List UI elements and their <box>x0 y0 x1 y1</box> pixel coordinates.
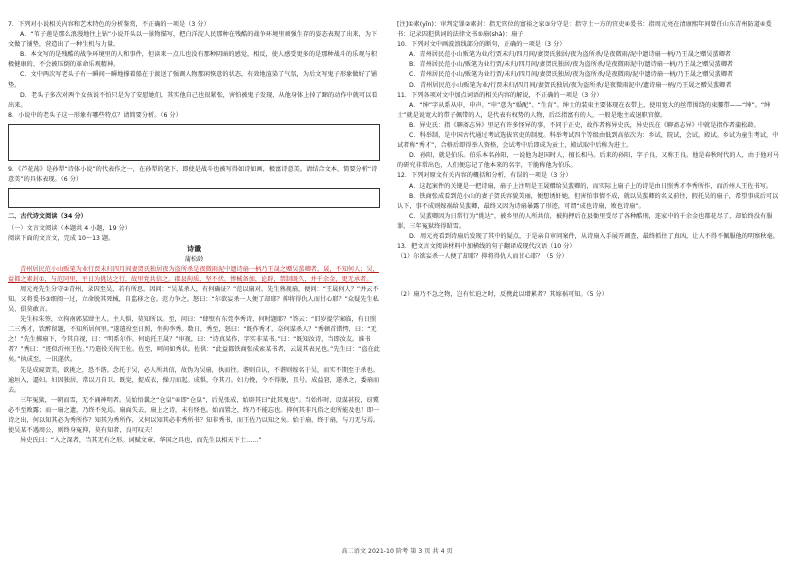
q13-part-2: （2）扇乃不急之物，岂有忙迫之时，反携此以增累者？其嫁祸可知。（5 分） <box>397 291 608 299</box>
q12-stem: 12．下列对原文有关内容的概括和分析，有误的一项是（3 分） <box>397 172 572 180</box>
q7-option-b: B．本文写的是残酷的战争环境里的人和事件，但读来一点儿也没有那种阴暗的感觉，相反，使人感受更多的是那种战斗的乐观与积极健康的、不会被压倒的革命乐观精神。 <box>8 51 377 69</box>
q7-option-d: D．老头子多次对两个女孩说不怕只是为了安慰她们，其实他自己也很紧张，害怕被鬼子发现，从他身体上掉了蹿的动作中就可以看出来。 <box>8 91 378 109</box>
left-column <box>8 20 380 446</box>
q10-option-a: A．青州居民范小山贩笔为业/行贾未归/四月间/妻贺氏独居/夜为盗所杀/是夜微雨/泥中遗诗扇一柄/乃王晟之赠吴蜚卿者 <box>409 51 732 59</box>
q12-option-c: C．吴蜚卿因为日常行为“佻达”，被乡里的人所共信，被拘押后在县衙里受尽了各种酷刑，连家中的千余金也都花尽了，却始终没有服罪，三年冤狱终得昭雪。 <box>397 212 773 230</box>
section-2-heading: 二、古代诗文阅读（34 分） <box>8 213 87 221</box>
passage-paragraph-1: 青州居民范小山贩笔为业行贾未归四月间妻贺氏独居夜为盗所杀是夜微雨泥中遗诗扇一柄乃王晟之赠吴蜚卿者。晟，不知何人；吴，益都之素封①，与范同里，平日为佻达之行，故里党共信之。郡县拘质，坚不伏。惨械备加，论辟，禁制既久，并千余金，更无承者。 <box>8 265 379 283</box>
q11-option-c: C．科举制，是中国古代通过考试选拔官吏的制度。科举考试四个等级由低到高依次为：乡试，院试，会试，殿试。乡试为童生考试，中试者称“秀才”，合格后即得举人资格，会试考中后即成为贡士，殿试取中后称为进士。 <box>397 132 779 150</box>
q11-stem: 11．下列各项对文中加点词语的相关内容的解说，不正确的一项是（3 分） <box>397 91 603 99</box>
passage-paragraph-2: 周元亮先生分守②青州，录囚至吴，若有所思。因问：“吴某杀人，有何确证？”范以扇对。先生熟视扇，便问：“王晟何人？”并云不知。又将爰书③细阅一过，立命脱其死械，自监移之仓。范力争之。怒曰：“尔欲妄杀一人便了却耶？抑将得仇人而甘心耶？”众疑先生私吴，俱莫敢言。 <box>8 285 379 313</box>
right-column <box>397 20 781 300</box>
q9-stem: 9．《芦花荡》是孙犁“诗体小说”的代表作之一，在孙犁的笔下，即使是战斗也被写得如诗如画，极富诗意美。请结合文本，简要分析“诗意美”的具体表现。（6 分） <box>8 165 378 184</box>
page-footer: 高二语文 2021-10 阶考 第 3 页 共 4 页 <box>341 548 453 555</box>
passage-paragraph-4: 先是成窥贺美，欲挑之，恐不谐。念托于吴，必人所共信，故伪为吴扇，执而往。谐则自认，不谐则嫁名于吴，而实不期至于杀也。逾垣入，逼妇。妇因独居，常以刀自卫。既觉，捉成衣，操刀而起。成惧，夺其刀。妇力挽，令不得脱，且号。成益窘，遂杀之，委扇而去。 <box>8 366 380 394</box>
q13-part-1-answer-space[interactable] <box>397 262 781 284</box>
q8-stem: 8．小说中的老头子这一形象有哪些特点？请简要分析。（6 分） <box>8 111 182 119</box>
q12-option-a: A．这起案件的关键是一把诗扇，扇子上注明是王晟赠给吴蜚卿的，而实际上扇子上的诗是由日照秀才李秀所作，而沂州人王佐书写。 <box>409 182 773 190</box>
q11-option-d: D．孙阳，就是伯乐。伯乐本名孙阳，一说他为赵国时人，擅长相马。后来的孙阳，字子良，又称王良。他是春秋时代的人，由于他对马的研究非常出色，人们便忘记了他本来的名字，干脆称他为伯乐。 <box>397 152 779 170</box>
q11-option-b: B．异史氏：指《聊斋志异》里记有许多怪异的事，不同于正史，故作者称异史氏，异史氏在《聊斋志异》中就是指作者蒲松龄。 <box>409 121 760 129</box>
q9-answer-box[interactable] <box>8 188 380 208</box>
passage-author: 蒲松龄 <box>184 255 204 263</box>
q10-option-d: D．青州居民范小山贩笔为业/行贾未归/四月间/妻贺氏独居/夜为盗所杀/是夜微雨泥中/遗诗扇一柄/乃王晟之赠吴蜚卿者 <box>409 81 732 89</box>
q10-stem: 10．下列对文中画波浪线部分的断句，正确的一项是（3 分） <box>397 41 566 49</box>
q13-stem: 13．把文言文阅读材料中加横线的句子翻译成现代汉语（10 分） <box>397 243 576 251</box>
q8-answer-box[interactable] <box>8 124 380 161</box>
q13-part-1: （1）尔欲妄杀一人便了却耶？抑将得仇人而甘心耶？（5 分） <box>397 253 568 261</box>
q12-option-d: D．周元亮看到诗扇后发现了其中的疑点，于是亲自审问案件，从诗扇入手展开调查，最终抓住了真凶，让人不得不佩服他的明察秋毫。 <box>409 232 779 240</box>
passage-paragraph-3: 先生标朱签，立拘南郭某肆主人。主人惧，莫知所以。至，问曰：“肆壁有东莞李秀诗，何时题耶？”答云：“旧岁提学案临，有日照二三秀才，饮醉留题，不知所居何里。”遂遣役至日照，坐拘李秀。数日，秀至，怒曰：“既作秀才，奈何谋杀人？”秀顿首错愕，曰：“无之！”先生掷扇下，令其自视，曰：“明系尔作，何诡托王晟？”审视，曰：“诗真某作，字实非某书。”曰：“既知汝诗，当即汝友。谁书者？”秀曰：“迹似沂州王佐。”乃遣役关拘王佐。佐至，呵问如秀状。佐供：“此益都铁商张成索某书者，云晟其表兄也。”先生曰：“盗在此矣。”执成至，一讯遂伏。 <box>8 316 380 364</box>
q10-option-b: B．青州居民范小山/贩笔为业行贾/未归/四月间/妻贺氏独居/夜为盗所杀/是夜微雨泥中/遗诗扇一柄/乃王晟之赠吴蜚卿者 <box>409 61 734 69</box>
q11-option-a: A．“绅”字从系从申，申声。“申”意为“婚配”、“生育”。绅士的装束主要体现在衣带上，使用宽大的丝带围绕的束腰带——“绅”。“绅士”就是说宽大的带子佩带的人，是代表有权势的人物，后泛指富有的人，一般是地主或退职官僚。 <box>397 101 771 119</box>
q7-option-c: C．文中两次写老头子有一瞬间一瞬地撑着船在于渡送了强调人物那闲恢意的状态，有效地渲染了气氛，为后文写鬼子形象做好了铺垫。 <box>8 71 378 89</box>
passage-title: 诗谶 <box>187 245 201 254</box>
q12-option-b: B．铁商张成看到范小山的妻子贺氏容貌美丽，便想诱奸她，但害怕事情不成，就以吴蜚卿的名义前往，假托吴的扇子，希望事成后可以认下，事不成则嫁祸给吴蜚卿，最终又因为诗扇暴露了形迹，可谓“成也诗扇，败也诗扇”。 <box>397 192 779 210</box>
q7-option-a: A．“苇子莲是那么浪漫地往上钻”小说开头以一景物描写，把白洋淀人民那种在残酷的战争环境里顽强生存的姿态表现了出来，为下文做了铺垫，营造出了一种生机与力量。 <box>8 31 378 49</box>
q7-stem: 7．下列对小说相关内容和艺术特色的分析鉴赏，不正确的一项是（3 分） <box>8 21 210 28</box>
passage-paragraph-5: 三年冤狱，一朝而雪，无不诵神明者。吴始悟曩之“仓皇”④即“仓皇”，后见张成，始辟其曰“此其鬼也”。当始作时，设谋甚狡，窃冀必不至败露；而一扇之遗，乃终不免焉。扇面失去，扇上之诗，未有怪也。始而置之，终乃不能忘也。抑何其非凡俗之吏所能及也！即一诗之出，何以知其必为秀所作？知其为秀所作，又何以知其必非秀所书？知非秀书，而王佐乃以知之矣。始于扇，终于扇，与刀无与焉。使吴某不遇周公，则终身冤抑，莫有知者，良可叹夫！ <box>8 396 380 435</box>
subsection-1-heading: （一）文言文阅读（本题共 4 小题，19 分） <box>8 225 131 233</box>
q10-option-c: C．青州居民范小山/贩笔为业行贾/未归/四月间/妻贺氏独居/夜为盗所杀/是夜微雨/泥中遗诗扇一柄/乃王晟之赠吴蜚卿者 <box>409 71 734 79</box>
passage-paragraph-6: 异史氏曰：“入之深者，当其无有之形。词赋文章，华国之具也，而先生以相天下士……” <box>20 437 262 445</box>
reading-instruction: 阅读下面的文言文，完成 10～13 题。 <box>8 235 115 243</box>
annotation-notes: [注]①素(yīn)：审判定罪②素封：指无官位的富裕之家③分守是：指守土一方的官吏④爰书：指周元亮在清康熙年间曾任山东青州防道④爰书：记录囚犯供词的法律文书⑤扇(shà)：扇子 <box>397 21 772 39</box>
